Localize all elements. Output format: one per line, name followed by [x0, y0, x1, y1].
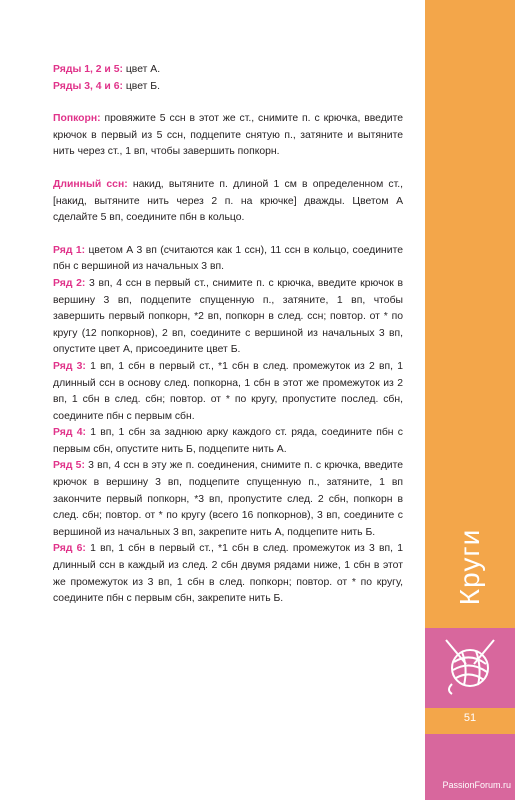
row-label: Ряд 2:	[53, 277, 86, 289]
chapter-title: Круги	[454, 528, 485, 606]
watermark: PassionForum.ru	[442, 780, 511, 790]
row-label: Ряд 1:	[53, 244, 86, 256]
yarn-ball-icon	[440, 634, 500, 696]
page-number-strip	[425, 708, 515, 734]
row-1	[53, 243, 403, 276]
color-assignment-2	[53, 79, 403, 96]
row-text: 1 вп, 1 сбн в первый ст., *1 сбн в след. промежуток из 3 вп, 1 длинный ссн в каждый из след. 2 сбн двумя рядами ниже, 1 сбн в этот же промежуток из 3 вп, 1 сбн в след. попкорн; повтор. от * по кругу, соедините пбн с первым сбн, закрепите нить Б.	[53, 543, 403, 605]
row-label: Ряды 1, 2 и 5:	[53, 64, 123, 75]
row-6	[53, 541, 403, 607]
row-text: 3 вп, 4 ссн в первый ст., снимите п. с крючка, введите крючок в вершину 3 вп, подцепите спущенную п., затяните, 1 вп, чтобы завершить первый попкорн, *2 вп, попкорн в след. ссн; повтор. от * по кругу (12 попкорнов), 2 вп, соедините с вершиной из начальных 3 вп, опустите цвет А, присоедините цвет Б.	[53, 277, 404, 356]
row-label: Ряды 3, 4 и 6:	[53, 80, 123, 92]
term-text: провяжите 5 ссн в этот же ст., снимите п. с крючка, введите крючок в первый из 5 ссн, подцепите снятую п., затяните и вытяните нить через ст., 1 вп, чтобы завершить попкорн.	[53, 113, 403, 158]
row-label: Ряд 6:	[53, 543, 86, 555]
row-label: Ряд 3:	[53, 360, 86, 372]
row-3	[53, 359, 403, 425]
row-label: Ряд 5:	[53, 460, 85, 472]
page-number: 51	[463, 712, 477, 724]
row-4	[53, 425, 403, 458]
long-dc-definition	[53, 177, 403, 227]
row-text: цветом А 3 вп (считаются как 1 ссн), 11 ссн в кольцо, соедините пбн с вершиной из начальных 3 вп.	[53, 244, 404, 273]
term-label: Длинный ссн:	[53, 178, 128, 190]
term-label: Попкорн:	[53, 113, 101, 125]
term-text: накид, вытяните п. длиной 1 см в определенном ст., [накид, вытяните нить через 2 п. на крючке] дважды. Цветом А сделайте 5 вп, соедините пбн в кольцо.	[53, 178, 403, 224]
row-text: 1 вп, 1 сбн за заднюю арку каждого ст. ряда, соедините пбн с первым сбн, опустите нить Б, подцепите нить А.	[53, 427, 403, 455]
row-text: 1 вп, 1 сбн в первый ст., *1 сбн в след. промежуток из 2 вп, 1 длинный ссн в основу след. попкорна, 1 сбн в этот же промежуток из 2 вп, 1 сбн в след. сбн; повтор. от * по кругу, пропустите послед. сбн, соедините пбн с первым сбн.	[53, 360, 403, 422]
row-text: цвет Б.	[122, 80, 160, 92]
row-label: Ряд 4:	[53, 427, 86, 439]
color-assignment-1	[53, 62, 403, 79]
row-2	[53, 276, 403, 359]
pattern-text	[53, 62, 403, 608]
row-5	[53, 458, 403, 541]
row-text: цвет А.	[122, 64, 161, 75]
row-text: 3 вп, 4 ссн в эту же п. соединения, снимите п. с крючка, введите крючок в вершину 3 вп, подцепите спущенную п., затяните, 1 вп закончите первый попкорн, *3 вп, пропустите след. 2 сбн, попкорн в след. сбн; повтор. от * по кругу (всего 16 попкорнов), 3 вп, соедините с вершиной из начальных 3 вп, закрепите нить А, подцепите нить Б.	[53, 460, 404, 538]
popcorn-definition	[53, 111, 403, 161]
